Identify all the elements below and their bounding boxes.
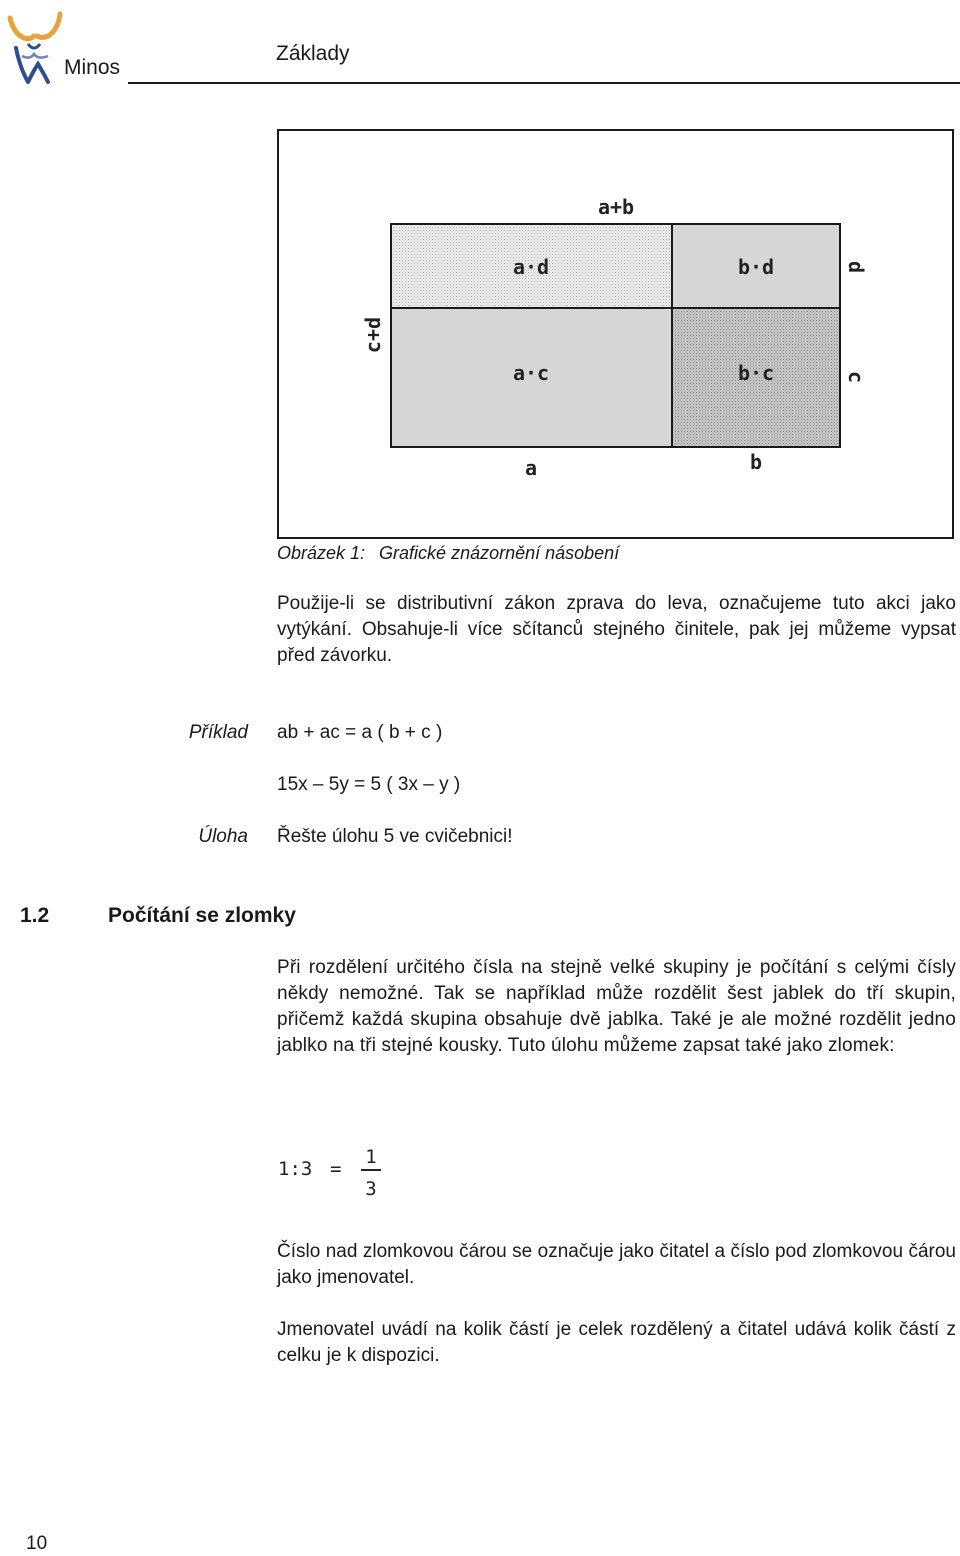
section-header: Základy — [276, 42, 350, 65]
header-divider — [128, 82, 960, 84]
label-a-plus-b: a+b — [597, 195, 635, 219]
label-c: c — [844, 370, 868, 384]
section-title: Počítání se zlomky — [108, 904, 296, 927]
fraction-numerator: 1 — [365, 1146, 377, 1168]
label-bd: b·d — [737, 255, 775, 279]
task-label: Úloha — [198, 826, 248, 847]
page-number: 10 — [26, 1533, 48, 1554]
paragraph-numerator: Číslo nad zlomkovou čárou se označuje jako čitatel a číslo pod zlomkovou čárou jako jmenovatel. — [277, 1241, 956, 1288]
example-equation-2: 15x – 5y = 5 ( 3x – y ) — [277, 774, 461, 795]
section-number: 1.2 — [20, 904, 50, 927]
paragraph-fractions-intro: Při rozdělení určitého čísla na stejně velké skupiny je počítání s celými čísly někdy nemožné. Tak se například může rozdělit šest jablek do tří skupin, přičemž každá skupina obsahuje dvě jablka. Také je ale možné rozdělit jedno jablko na tři stejné kousky. Tuto úlohu můžeme zapsat také jako zlomek: — [277, 957, 956, 1056]
label-ad: a·d — [512, 255, 550, 279]
fraction-equals: = — [330, 1158, 342, 1180]
fraction-denominator: 3 — [365, 1178, 377, 1200]
figure-caption — [277, 541, 619, 565]
paragraph-denominator: Jmenovatel uvádí na kolik částí je celek rozdělený a čitatel udává kolik částí z celku je k dispozici. — [277, 1319, 956, 1366]
multiplication-diagram — [277, 129, 954, 539]
brand-name: Minos — [64, 56, 121, 79]
label-ac: a·c — [512, 361, 550, 385]
task-text: Řešte úlohu 5 ve cvičebnici! — [277, 826, 513, 847]
label-b: b — [749, 450, 763, 474]
example-equation-1: ab + ac = a ( b + c ) — [277, 722, 443, 743]
caption-label: Obrázek 1: — [277, 543, 366, 563]
label-d: d — [844, 260, 868, 274]
label-a: a — [524, 456, 538, 480]
fraction-expression: 1:3 — [278, 1158, 313, 1180]
paragraph-distributive: Použije-li se distributivní zákon zprava do leva, označujeme tuto akci jako vytýkání. Obsahuje-li více sčítanců stejného činitele, pak jej můžeme vypsat před závorku. — [277, 593, 956, 666]
label-bc: b·c — [737, 361, 775, 385]
label-c-plus-d: c+d — [361, 316, 385, 354]
fraction-equation — [278, 1140, 418, 1200]
minos-logo-icon — [4, 8, 66, 90]
example-label: Příklad — [188, 722, 248, 743]
caption-text: Grafické znázornění násobení — [379, 543, 620, 563]
